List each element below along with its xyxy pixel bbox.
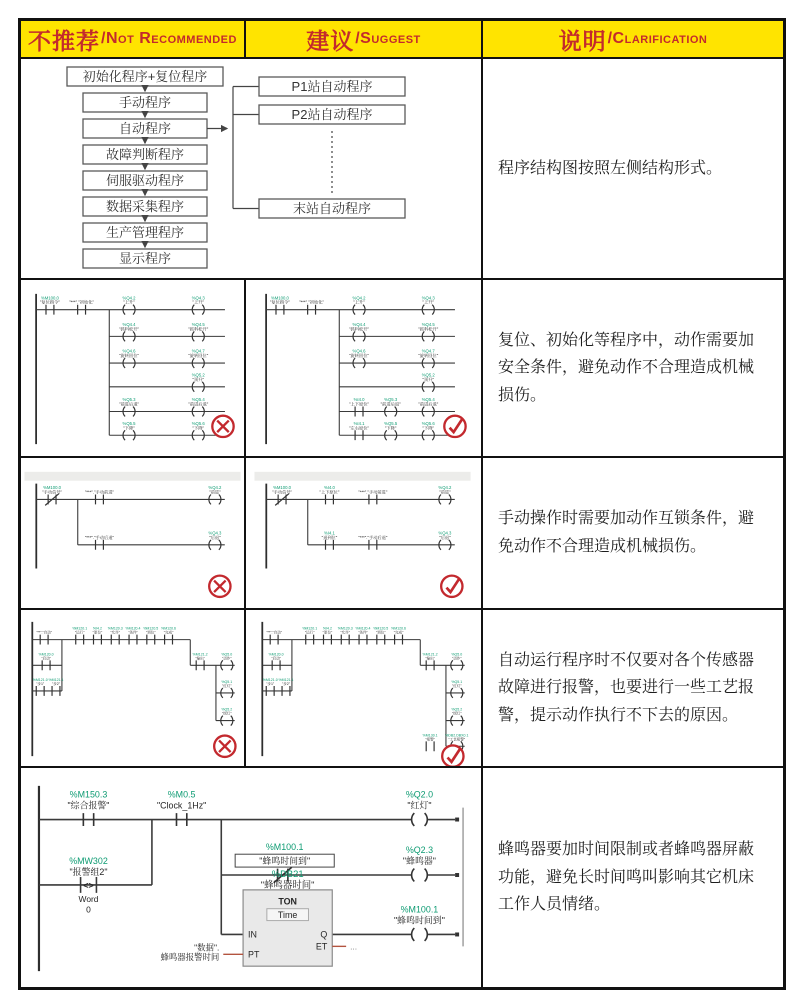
addr-label: %Q5.3 <box>122 397 136 403</box>
addr-label: %M100.1 <box>400 904 439 915</box>
name-label: "复位指令" <box>39 299 60 305</box>
name-label: "蜂鸣器" <box>402 856 436 867</box>
addr-label: %M121.0 <box>262 678 278 683</box>
addr-label: %Q5.6 <box>191 420 205 426</box>
addr-label: %Q4.3 <box>421 295 435 301</box>
row-manual <box>21 458 783 610</box>
name-label: "启动" <box>271 656 281 661</box>
name-label: "**"."自动" <box>36 630 53 635</box>
name-label: "下降" <box>123 425 135 431</box>
pin-pt: PT <box>248 949 260 960</box>
name-label: "报警" <box>425 737 435 742</box>
addr-label: %DB2.DBX0.1 <box>445 733 469 738</box>
not-recommended-cell <box>21 610 246 768</box>
addr-label: %M100.0 <box>270 295 289 301</box>
name-label: "原位" <box>92 630 103 635</box>
name-label: "前进" <box>439 489 451 495</box>
name-label: "输出" <box>195 656 205 661</box>
addr-label: %Q4.2 <box>352 295 366 301</box>
addr-label: %Q4.3 <box>191 295 205 301</box>
compare-type: Word <box>78 893 99 904</box>
pin-q: Q <box>320 929 328 940</box>
addr-label: %M120.0 <box>268 652 284 657</box>
et-output: ... <box>350 941 358 952</box>
name-label: "***"."手动前进" <box>84 489 114 495</box>
name-label: "步2" <box>51 682 61 687</box>
name-label: "上升" <box>353 299 365 305</box>
addr-label: %Q4.6 <box>352 348 366 354</box>
suggest-cell <box>246 458 483 610</box>
name-label: "步1" <box>266 682 275 687</box>
addr-label: %Q4.6 <box>122 348 136 354</box>
name-label: "报警组2" <box>69 867 108 878</box>
name-label: "旋转回位" <box>119 353 140 359</box>
ladder-diagram-suggest <box>251 280 476 456</box>
addr-label: %Q4.2 <box>208 485 222 491</box>
ok-icon <box>442 745 463 766</box>
name-label: "后退" <box>209 534 221 540</box>
ladder-diagram-not-recommended <box>21 610 246 766</box>
name-label: "工艺报警" <box>448 737 466 742</box>
name-label: "***"."手动前进" <box>358 489 388 495</box>
addr-label: %Q4.5 <box>421 321 435 327</box>
name-label: "旋转回位" <box>349 353 370 359</box>
name-label: "抓料松开" <box>188 326 209 332</box>
name-label: "旋转回位" <box>188 353 209 359</box>
name-label: "抓料松开" <box>418 326 439 332</box>
name-label: "条件" <box>128 630 138 635</box>
flow-branch-label: P2站自动程序 <box>291 107 373 122</box>
addr-label: %Q5.5 <box>122 420 136 426</box>
clarification-text: 手动操作时需要加动作互锁条件，避免动作不合理造成机械损伤。 <box>498 510 755 555</box>
pin-et: ET <box>315 941 328 952</box>
ladder-diagram-suggest <box>251 458 476 608</box>
clarification-text: 蜂鸣器要加时间限制或者蜂鸣器屏蔽功能，避免长时间鸣叫影响其它机床工作人员情绪。 <box>498 841 755 914</box>
name-label: "动作" <box>221 656 232 661</box>
addr-label: %Q5.5 <box>384 420 398 426</box>
row-buzzer <box>21 768 783 987</box>
addr-label: %M120.1 <box>302 626 318 631</box>
clarification-text: 自动运行程序时不仅要对各个传感器故障进行报警，也要进行一些工艺报警，提示动作执行不下去的原因。 <box>498 651 755 724</box>
addr-label: %M120.6 <box>161 626 177 631</box>
addr-label: %M120.1 <box>72 626 88 631</box>
addr-label: %M0.5 <box>167 789 196 800</box>
addr-label: %M100.1 <box>265 842 304 853</box>
name-label: "***"."手动后退" <box>358 534 388 540</box>
name-label: "手动信号" <box>42 489 63 495</box>
addr-label: %Q5.2 <box>451 707 463 712</box>
addr-label: %Q5.3 <box>384 397 398 403</box>
name-label: "蜂鸣时间到" <box>394 915 445 926</box>
flow-branch-label: 末站自动程序 <box>292 201 372 216</box>
addr-label: %MW302 <box>69 856 108 867</box>
not-ok-icon <box>209 576 230 597</box>
header-en: /Not Recommended <box>101 30 237 47</box>
pt-operand-line1: "数据". <box>194 942 220 953</box>
name-label: "退到位" <box>321 534 338 540</box>
header-cn: 不推荐 <box>28 27 101 54</box>
name-label: "原位" <box>322 630 333 635</box>
header-cn: 建议 <box>306 27 355 54</box>
flow-box-label: 生产管理程序 <box>105 225 185 240</box>
addr-label: %Q4.2 <box>438 485 452 491</box>
addr-label: %Q5.0 <box>451 652 463 657</box>
header-clarification <box>483 21 783 59</box>
ok-icon <box>444 416 465 437</box>
name-label: "前进后退" <box>188 401 209 407</box>
addr-label: %M130.1 <box>422 733 438 738</box>
clarification-cell <box>483 610 783 768</box>
addr-label: %Q4.4 <box>122 321 136 327</box>
addr-label: %Q4.7 <box>421 348 435 354</box>
addr-label: %Q4.7 <box>191 348 205 354</box>
suggest-cell <box>246 280 483 458</box>
addr-label: %Q4.5 <box>191 321 205 327</box>
ladder-diagram-suggest <box>251 610 476 766</box>
name-label: "综合报警" <box>67 800 110 811</box>
name-label: "完成" <box>393 630 404 635</box>
name-label: "启动" <box>41 656 51 661</box>
addr-label: %Q4.3 <box>208 530 222 536</box>
addr-label: %M120.4 <box>125 626 141 631</box>
guideline-table <box>18 18 786 990</box>
name-label: "运行" <box>304 630 315 635</box>
addr-label: %M120.6 <box>391 626 407 631</box>
name-label: "左右原位" <box>349 425 370 431</box>
addr-label: %Q2.0 <box>405 789 434 800</box>
name-label: "动作" <box>451 656 462 661</box>
addr-label: %Q5.4 <box>421 397 435 403</box>
addr-label: %I4.1 <box>324 530 335 536</box>
flow-box-label: 数据采集程序 <box>105 199 185 214</box>
program-structure-diagram <box>21 59 483 278</box>
addr-label: %I4.2 <box>92 626 103 631</box>
addr-label: %Q5.2 <box>421 372 435 378</box>
compare-value: 0 <box>86 904 91 915</box>
addr-label: %Q2.3 <box>405 845 434 856</box>
row-reset-init <box>21 280 783 458</box>
name-label: "到位" <box>375 630 386 635</box>
addr-label: %Q5.2 <box>221 707 233 712</box>
clarification-text: 复位、初始化等程序中，动作需要加安全条件，避免动作不合理造成机械损伤。 <box>498 331 755 404</box>
suggest-cell <box>246 610 483 768</box>
addr-label: %M120.3 <box>107 626 123 631</box>
name-label: "前进" <box>209 489 221 495</box>
addr-label: %I4.0 <box>353 397 365 403</box>
timer-type: TON <box>278 896 297 907</box>
name-label: "顶升" <box>422 376 435 382</box>
addr-label: %M121.2 <box>192 652 208 657</box>
addr-label: %M121.0 <box>32 678 48 683</box>
name-label: "***"."手动后退" <box>84 534 114 540</box>
addr-label: %M120.5 <box>373 626 389 631</box>
name-label: "上升" <box>123 299 135 305</box>
row-structure <box>21 59 783 280</box>
name-label: "Clock_1Hz" <box>156 800 207 811</box>
name-label: "运行" <box>74 630 85 635</box>
name-label: "上下原位" <box>349 401 370 407</box>
ton-timer-block <box>160 868 357 966</box>
flowchart-cell <box>21 59 483 280</box>
timer-datatype: Time <box>277 910 298 921</box>
name-label: "允许" <box>340 630 351 635</box>
name-label: "条件" <box>358 630 368 635</box>
addr-label: %Q5.2 <box>191 372 205 378</box>
addr-label: %I4.2 <box>322 626 333 631</box>
name-label: "后退" <box>439 534 451 540</box>
addr-label: %M120.4 <box>355 626 371 631</box>
header-cn: 说明 <box>558 27 607 54</box>
flow-branch <box>207 77 405 218</box>
name-label: "输出" <box>425 656 435 661</box>
addr-label: %M150.3 <box>69 789 108 800</box>
addr-label: %M120.0 <box>38 652 54 657</box>
name-label: "步1" <box>36 682 45 687</box>
flow-main-chain <box>67 67 223 268</box>
flow-box-label: 故障判断程序 <box>105 147 185 162</box>
clarification-text: 程序结构图按照左侧结构形式。 <box>498 159 723 177</box>
name-label: "***"."初始化" <box>299 299 325 305</box>
name-label: "***"."初始化" <box>69 299 95 305</box>
name-label: "绿灯" <box>451 711 462 716</box>
name-label: "蜂鸣器时间" <box>260 878 315 890</box>
name-label: "顶升" <box>192 376 205 382</box>
addr-label: %Q4.2 <box>122 295 136 301</box>
addr-label: %Q4.3 <box>438 530 452 536</box>
not-ok-icon <box>214 736 235 757</box>
flow-box-label: 自动程序 <box>118 121 172 136</box>
addr-label: %M120.3 <box>337 626 353 631</box>
addr-label: %Q5.1 <box>451 680 463 685</box>
name-label: "抓料松开" <box>349 326 370 332</box>
addr-label: %M100.0 <box>43 485 62 491</box>
name-label: "上下原位" <box>319 489 340 495</box>
not-recommended-cell <box>21 280 246 458</box>
name-label: "下降" <box>384 425 397 431</box>
name-label: "前进后退" <box>418 401 439 407</box>
pin-in: IN <box>248 929 257 940</box>
name-label: "手动信号" <box>272 489 293 495</box>
name-label: "下降" <box>422 425 435 431</box>
addr-label: %M121.1 <box>48 678 64 683</box>
name-label: "前进后退" <box>380 401 401 407</box>
addr-label: %Q5.1 <box>221 680 233 685</box>
name-label: "到位" <box>145 630 156 635</box>
not-ok-icon <box>212 416 233 437</box>
addr-label: %M100.0 <box>273 485 292 491</box>
name-label: "上升" <box>192 299 205 305</box>
addr-label: %Q5.0 <box>221 652 233 657</box>
pt-operand-line2: 蜂鸣器报警时间 <box>160 952 220 963</box>
addr-label: %Q5.6 <box>421 420 435 426</box>
clarification-cell <box>483 458 783 610</box>
flow-box-label: 初始化程序+复位程序 <box>82 69 208 84</box>
name-label: "上升" <box>422 299 435 305</box>
header-suggest <box>246 21 483 59</box>
name-label: "**"."自动" <box>266 630 283 635</box>
addr-label: %I4.1 <box>353 420 365 426</box>
name-label: "复位指令" <box>269 299 290 305</box>
name-label: "允许" <box>110 630 121 635</box>
name-label: "红灯" <box>221 684 232 689</box>
addr-label: %M100.0 <box>40 295 59 301</box>
addr-label: %M121.1 <box>278 678 294 683</box>
name-label: "红灯" <box>451 684 462 689</box>
buzzer-ladder-diagram <box>21 768 483 985</box>
header-row <box>21 21 783 59</box>
name-label: "前进后退" <box>119 401 140 407</box>
name-label: "蜂鸣时间到" <box>259 856 311 867</box>
name-label: "完成" <box>163 630 174 635</box>
header-en: /Suggest <box>355 30 421 47</box>
name-label: "红灯" <box>407 800 432 811</box>
name-label: "下降" <box>192 425 205 431</box>
addr-label: %Q5.4 <box>191 397 205 403</box>
name-label: "旋转回位" <box>418 353 439 359</box>
name-label: "步2" <box>281 682 291 687</box>
clarification-cell <box>483 768 783 987</box>
row-auto-alarm <box>21 610 783 768</box>
addr-label: %I4.0 <box>324 485 335 491</box>
clarification-cell <box>483 59 783 280</box>
addr-label: %Q4.4 <box>352 321 366 327</box>
ok-icon <box>441 576 462 597</box>
addr-label: %DB21 <box>271 867 304 879</box>
flow-box-label: 伺服驱动程序 <box>105 173 185 188</box>
not-recommended-cell <box>21 458 246 610</box>
name-label: "抓料松开" <box>119 326 140 332</box>
ladder-diagram-not-recommended <box>21 458 246 608</box>
header-not-recommended <box>21 21 246 59</box>
compare-op: <> <box>83 880 94 891</box>
clarification-cell <box>483 280 783 458</box>
ladder-diagram-not-recommended <box>21 280 246 456</box>
flow-box-label: 显示程序 <box>118 251 172 266</box>
header-en: /Clarification <box>607 30 708 47</box>
flow-branch-label: P1站自动程序 <box>291 79 373 94</box>
addr-label: %M121.2 <box>422 652 438 657</box>
name-label: "绿灯" <box>221 711 232 716</box>
buzzer-ladder-cell <box>21 768 483 987</box>
addr-label: %M120.5 <box>143 626 159 631</box>
flow-box-label: 手动程序 <box>118 95 172 110</box>
